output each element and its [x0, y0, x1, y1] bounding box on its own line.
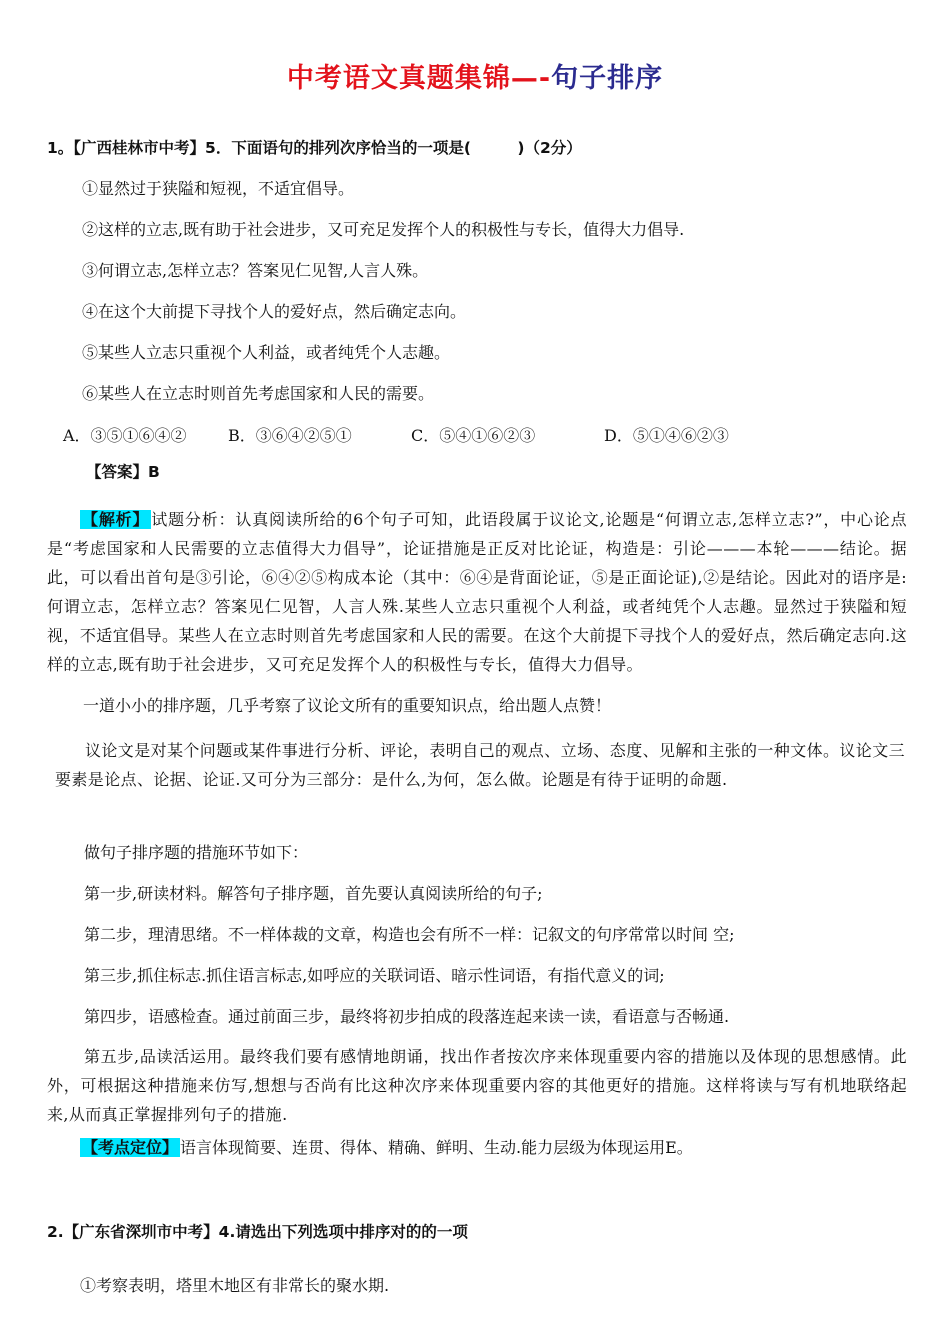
q1-analysis: [47, 505, 907, 679]
q1-option-c: C．⑤④①⑥②③: [411, 426, 536, 445]
kaodian-text: 语言体现简要、连贯、得体、精确、鲜明、生动.能力层级为体现运用E。: [180, 1138, 693, 1157]
step-5: 第五步,品读活运用。最终我们要有感情地朗诵，找出作者按次序来体现重要内容的措施以及体现的思想感情。此外，可根据这种措施来仿写,想想与否尚有比这种次序来体现重要内容的其他更好的措施。这样将读与写有机地联络起来,从而真正掌握排列句子的措施.: [47, 1047, 907, 1124]
step-4: 第四步，语感检查。通过前面三步，最终将初步拍成的段落连起来读一读，看语意与否畅通.: [84, 1007, 730, 1026]
q1-option-a: A．③⑤①⑥④②: [63, 426, 187, 445]
q1-option-d: D．⑤①④⑥②③: [604, 426, 729, 445]
q1-item-6: ⑥某些人在立志时则首先考虑国家和人民的需要。: [82, 384, 435, 403]
steps-intro: 做句子排序题的措施环节如下：: [84, 843, 309, 862]
q1-item-1: ①显然过于狭隘和短视，不适宜倡导。: [82, 179, 355, 198]
q1-item-2: ②这样的立志,既有助于社会进步，又可充足发挥个人的积极性与专长，值得大力倡导.: [82, 220, 685, 239]
q1-comment: 一道小小的排序题，几乎考察了议论文所有的重要知识点，给出题人点赞！: [83, 696, 612, 715]
argument-theory: 议论文是对某个问题或某件事进行分析、评论，表明自己的观点、立场、态度、见解和主张的一种文体。议论文三要素是论点、论据、论证.又可分为三部分：是什么,为何，怎么做。论题是有待于证明的命题.: [55, 741, 906, 789]
q1-option-b: B．③⑥④②⑤①: [228, 426, 352, 445]
kaodian-tag: 【考点定位】: [82, 1138, 179, 1157]
q1-answer: 【答案】B: [86, 463, 160, 481]
analysis-text: 试题分析：认真阅读所给的6个句子可知，此语段属于议论文,论题是“何谓立志,怎样立志?”，中心论点是“考虑国家和人民需要的立志值得大力倡导”，论证措施是正反对比论证，构造是：引论———本轮———结论。据此，可以看出首句是③引论，⑥④②⑤构成本论（其中：⑥④是背面论证，⑤是正面论证),②是结论。因此对的语序是:何谓立志，怎样立志？答案见仁见智，人言人殊.某些人立志只重视个人利益，或者纯凭个人志趣。显然过于狭隘和短视，不适宜倡导。某些人在立志时则首先考虑国家和人民的需要。在这个大前提下寻找个人的爱好点，然后确定志向.这样的立志,既有助于社会进步，又可充足发挥个人的积极性与专长，值得大力倡导。: [47, 510, 907, 674]
analysis-tag: 【解析】: [82, 510, 150, 529]
step-1: 第一步,研读材料。解答句子排序题，首先要认真阅读所给的句子;: [84, 884, 543, 903]
q2-header: 2.【广东省深圳市中考】4.请选出下列选项中排序对的的一项: [47, 1223, 468, 1241]
q1-item-5: ⑤某些人立志只重视个人利益，或者纯凭个人志趣。: [82, 343, 451, 362]
title-main: 中考语文真题集锦—-: [286, 63, 552, 94]
title-topic: 句子排序: [551, 63, 664, 94]
page-title: [0, 56, 950, 95]
q2-item-1: ①考察表明，塔里木地区有非常长的聚水期.: [80, 1276, 390, 1295]
q1-kaodian: [80, 1138, 693, 1158]
q1-item-4: ④在这个大前提下寻找个人的爱好点，然后确定志向。: [82, 302, 467, 321]
q1-item-3: ③何谓立志,怎样立志？答案见仁见智,人言人殊。: [82, 261, 429, 280]
step-3: 第三步,抓住标志.抓住语言标志,如呼应的关联词语、暗示性词语，有指代意义的词;: [84, 966, 665, 985]
q1-header: 1。【广西桂林市中考】5．下面语句的排列次序恰当的一项是( )（2分）: [47, 139, 582, 157]
step-2: 第二步，理清思绪。不一样体裁的文章，构造也会有所不一样：记叙文的句序常常以时间 空;: [84, 925, 735, 944]
